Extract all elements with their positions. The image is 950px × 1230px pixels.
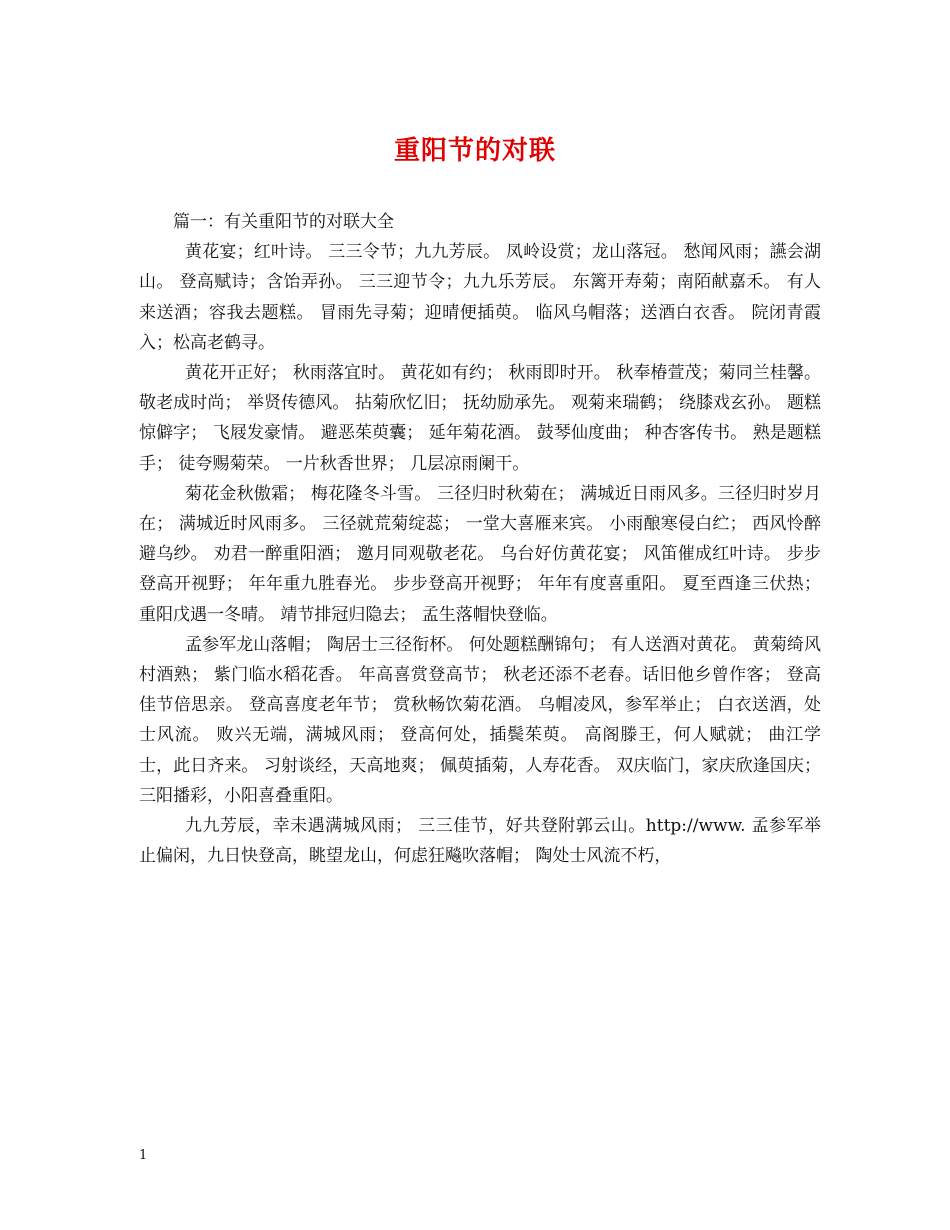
paragraph-4: 孟参军龙山落帽； 陶居士三径衔杯。 何处题糕酬锦句； 有人送酒对黄花。 黄菊绮风村酒熟； 紫门临水稻花香。 年高喜赏登高节； 秋老还添不老春。话旧他乡曾作客； 登高佳节倍思亲。 登高喜度老年节； 赏秋畅饮菊花酒。 乌帽凌风，参军举止； 白衣送酒，处士风流。 败兴无端，满城风雨； 登高何处，插鬓茱萸。 高阁滕王，何人赋就； 曲江学士，此日齐来。 习射谈经，天高地爽； 佩萸插菊，人寿花香。 双庆临门，家庆欣逢国庆； 三阳播彩，小阳喜叠重阳。 (139, 634, 821, 806)
section-heading: 篇一：有关重阳节的对联大全 (173, 212, 394, 232)
page-title: 重阳节的对联 (393, 136, 556, 166)
paragraph-1: 黄花宴；红叶诗。 三三令节；九九芳辰。 凤岭设赏；龙山落冠。 愁闻风雨；讌会湖山。 登高赋诗；含饴弄孙。 三三迎节令；九九乐芳辰。 东篱开寿菊；南陌献嘉禾。 有人来送酒；容我去题糕。 冒雨先寻菊；迎晴便插萸。 临风乌帽落；送酒白衣香。 院闭青霞入；松高老鹤寻。 (139, 242, 821, 353)
paragraph-5: 九九芳辰，幸未遇满城风雨； 三三佳节，好共登附郭云山。http://www. 孟参军举止偏闲，九日快登高，眺望龙山，何虑狂飚吹落帽； 陶处士风流不朽， (139, 816, 821, 867)
document-body (139, 207, 821, 871)
paragraph-2: 黄花开正好； 秋雨落宜时。 黄花如有约； 秋雨即时开。 秋奉椿萱茂；菊同兰桂馨。 敬老成时尚； 举贤传德风。 拈菊欣忆旧； 抚幼励承先。 观菊来瑞鹤； 绕膝戏玄孙。 题糕惊僻字； 飞屐发豪情。 避恶茱萸囊； 延年菊花酒。 鼓琴仙度曲； 种杏客传书。 熟是题糕手； 徒夸赐菊荣。 一片秋香世界； 几层凉雨阑干。 (139, 363, 821, 474)
page-number: 1 (139, 1148, 148, 1163)
paragraph-3: 菊花金秋傲霜； 梅花隆冬斗雪。 三径归时秋菊在； 满城近日雨风多。三径归时岁月在； 满城近时风雨多。 三径就荒菊绽蕊； 一堂大喜雁来宾。 小雨酿寒侵白纻； 西风怜醉避乌纱。 劝君一醉重阳酒； 邀月同观敬老花。 乌台好仿黄花宴； 风笛催成红叶诗。 步步登高开视野； 年年重九胜春光。 步步登高开视野； 年年有度喜重阳。 夏至酉逢三伏热； 重阳戊遇一冬晴。 靖节排冠归隐去； 孟生落帽快登临。 (139, 483, 821, 625)
